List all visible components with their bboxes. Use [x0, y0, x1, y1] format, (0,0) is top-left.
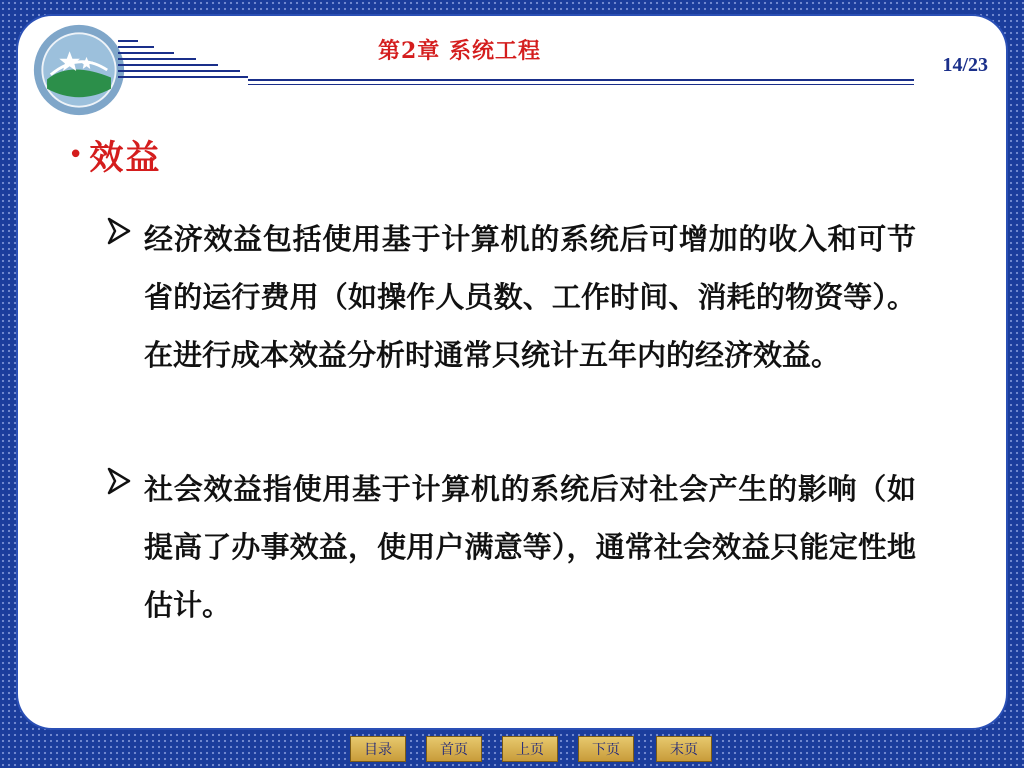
page-indicator: 14/23 [942, 54, 988, 76]
chapter-title: 第2章 系统工程 [378, 38, 541, 64]
bullet-dot-icon: • [68, 139, 84, 170]
content-item-social [106, 460, 916, 634]
content-text: 经济效益包括使用基于计算机的系统后可增加的收入和可节省的运行费用（如操作人员数、工作时间、消耗的物资等）。在进行成本效益分析时通常只统计五年内的经济效益。 [144, 222, 916, 372]
arrow-bullet-icon [106, 216, 132, 246]
bullet-heading-row [68, 130, 161, 179]
content-item-economic [106, 210, 916, 384]
slide-navigation [0, 736, 1024, 762]
university-logo-icon [32, 23, 126, 117]
bullet-heading: 效益 [89, 138, 162, 178]
next-page-button[interactable]: 下页 [578, 736, 634, 762]
header-rule-thin [248, 84, 914, 85]
last-page-button[interactable]: 末页 [656, 736, 712, 762]
header-rule [248, 79, 914, 81]
content-text: 社会效益指使用基于计算机的系统后对社会产生的影响（如提高了办事效益，使用户满意等），通常社会效益只能定性地估计。 [144, 472, 916, 622]
header-decorative-lines [118, 38, 248, 82]
first-page-button[interactable]: 首页 [426, 736, 482, 762]
slide-panel [18, 16, 1006, 728]
toc-button[interactable]: 目录 [350, 736, 406, 762]
prev-page-button[interactable]: 上页 [502, 736, 558, 762]
arrow-bullet-icon [106, 466, 132, 496]
